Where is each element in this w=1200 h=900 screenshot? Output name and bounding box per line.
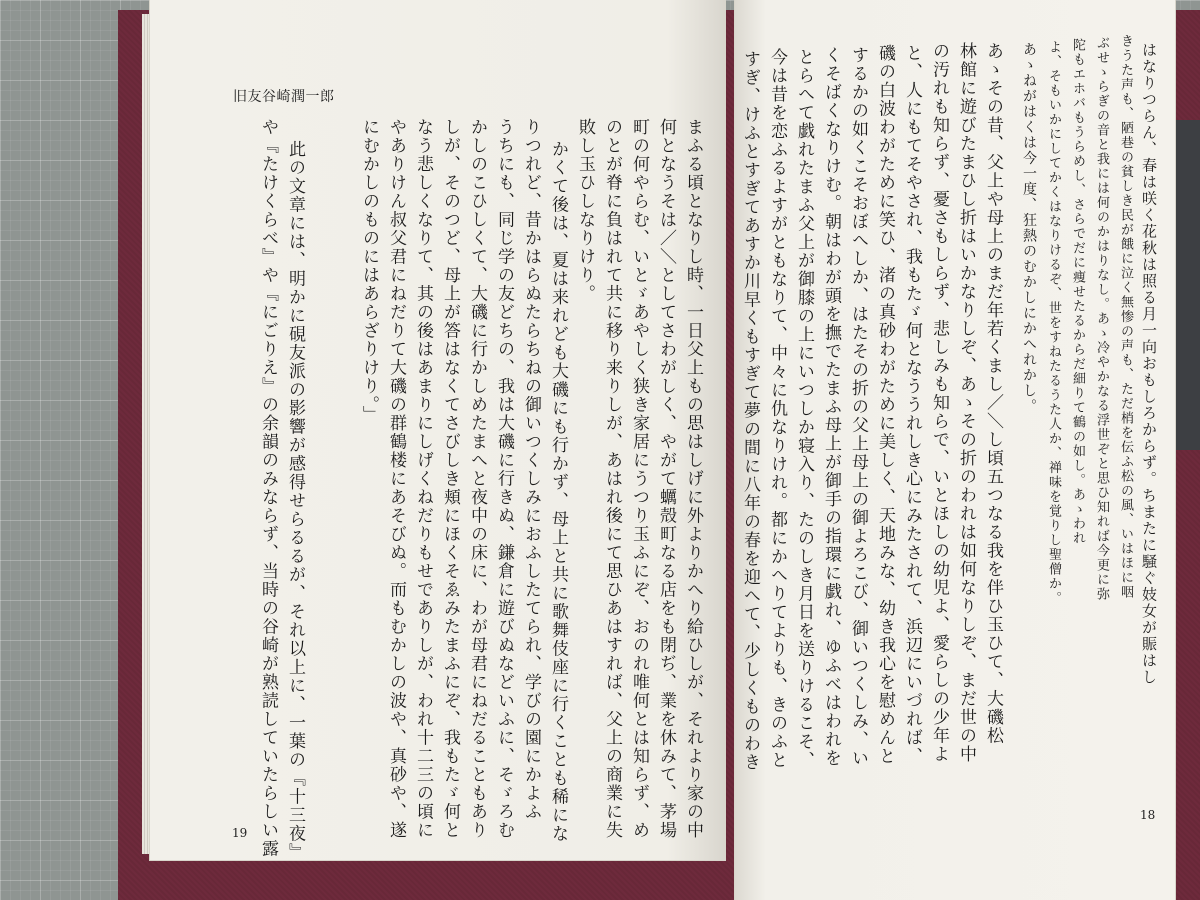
text-column: とらへて戯れたまふ父上が御膝の上にいつしか寝入り、たのしき月日を送りけるこそ、 xyxy=(794,48,814,770)
text-column: はなりつらん、春は咲く花秋は照る月一向おもしろからず。ちまたに騒ぐ妓女が賑はし xyxy=(1140,42,1158,686)
text-column: うちにも、同じ学の友どちの、我は大磯に行きぬ、鎌倉に遊びぬなどいふに、そゞろむ xyxy=(494,118,514,840)
text-column: の汚れも知らず、憂さもしらず、悲しみも知らで、いとほしの幼児よ、愛らしの少年よ xyxy=(929,42,949,764)
page-number-right: 18 xyxy=(1140,808,1156,822)
text-column: くそばくなりけむ。朝はわが頭を撫でたまふ母上が御手の指環に戯れ、ゆふべはわれを xyxy=(821,46,841,768)
text-column: きうた声も、陋巷の貧しき民が餓に泣く無惨の声も、ただ梢を伝ふ松の風、いはほに咽 xyxy=(1118,34,1133,600)
text-column: 此の文章には、明かに硯友派の影響が感得せらるるが、それ以上に、一葉の『十三夜』 xyxy=(285,140,305,862)
text-column: りつれど、昔かはらぬたらちねの御いつくしみにおふしたてられ、学びの園にかよふ xyxy=(521,118,541,821)
text-column: のとが脊に負はれて共に移り来りしが、あはれ後にて思ひあはすれば、父上の商業に失 xyxy=(602,118,622,840)
text-column: するかの如くこそおぼへしか、はたその折の父上母上の御よろこび、御いつくしみ、い xyxy=(848,46,868,768)
text-column: 今は昔を恋ふるよすがともなりて、中々に仇なりけれ。都にかへりてよりも、きのふと xyxy=(767,48,787,770)
text-column: よ、そもいかにしてかくはなりけるぞ、世をすねたるうた人か、禅味を覚りし聖僧か。 xyxy=(1046,40,1061,606)
text-column: 町の何やらむ、いとゞあやしく狭き家居にうつり玉ふにぞ、おのれ唯何とは知らず、め xyxy=(629,118,649,840)
text-column: にむかしのものにはあらざりけり。」 xyxy=(359,118,379,424)
text-column: 敗し玉ひしなりけり。 xyxy=(575,118,595,303)
text-column: あゝその昔、父上や母上のまだ年若くまし／＼し頃五つなる我を伴ひ玉ひて、大磯松 xyxy=(983,42,1003,745)
text-column: かしのこひしくて、大磯に行かしめたまへと夜中の床に、わが母君にねだることもあり xyxy=(467,118,487,840)
text-column: すぎ、けふとすぎてあすか川早くもすぎて夢の間に八年の春を迎へて、少しくものわき xyxy=(740,50,760,772)
text-column: 林館に遊びたまひし折はいかなりしぞ、あゝその折のわれは如何なりしぞ、まだ世の中 xyxy=(956,42,976,764)
page-number-left: 19 xyxy=(232,826,248,840)
text-column: 磯の白波わがために笑ひ、渚の真砂わがために美しく、天地みな、幼き我心を慰めんと xyxy=(875,44,895,766)
text-column: かくて後は、夏は来れども大磯にも行かず、母上と共に歌舞伎座に行くことも稀にな xyxy=(548,140,568,843)
text-column: やありけん叔父君にねだりて大磯の群鶴楼にあそびぬ。而もむかしの波や、真砂や、遂 xyxy=(386,118,406,840)
text-column: なう悲しくなりて、其の後はあまりにしげくねだりもせでありしが、われ十二三の頃に xyxy=(413,118,433,840)
text-column: ぶせゝらぎの音と我には何のかはりなし。あゝ冷やかなる浮世ぞと思ひ知れば今更に弥 xyxy=(1094,36,1109,602)
text-column: あゝねがはくは今一度、狂熱のむかしにかへれかし。 xyxy=(1021,42,1037,414)
text-column: まふる頃となりし時、一日父上もの思はしげに外よりかへり給ひしが、それより家の中 xyxy=(683,118,703,840)
running-header: 旧友谷崎潤一郎 xyxy=(233,89,335,105)
text-column: と、人にもてそやされ、我もたゞ何となううれしき心にみたされて、浜辺にいづれば、 xyxy=(902,44,922,766)
text-column: や『たけくらべ』や『にごりえ』の余韻のみならず、当時の谷崎が熟読していたらしい露 xyxy=(258,118,278,858)
text-column: しが、そのつど、母上が答はなくてさびしき頬にほくそゑみたまふにぞ、我もたゞ何と xyxy=(440,118,460,840)
text-column: 陀もエホバもうらめし、さらでだに痩せたるからだ細りて鶴の如し。あゝわれ xyxy=(1070,38,1085,546)
text-column: 何となうそは／＼としてさわがしく、やがて蠣殻町なる店をも閉ぢ、業を休みて、茅場 xyxy=(656,118,676,840)
